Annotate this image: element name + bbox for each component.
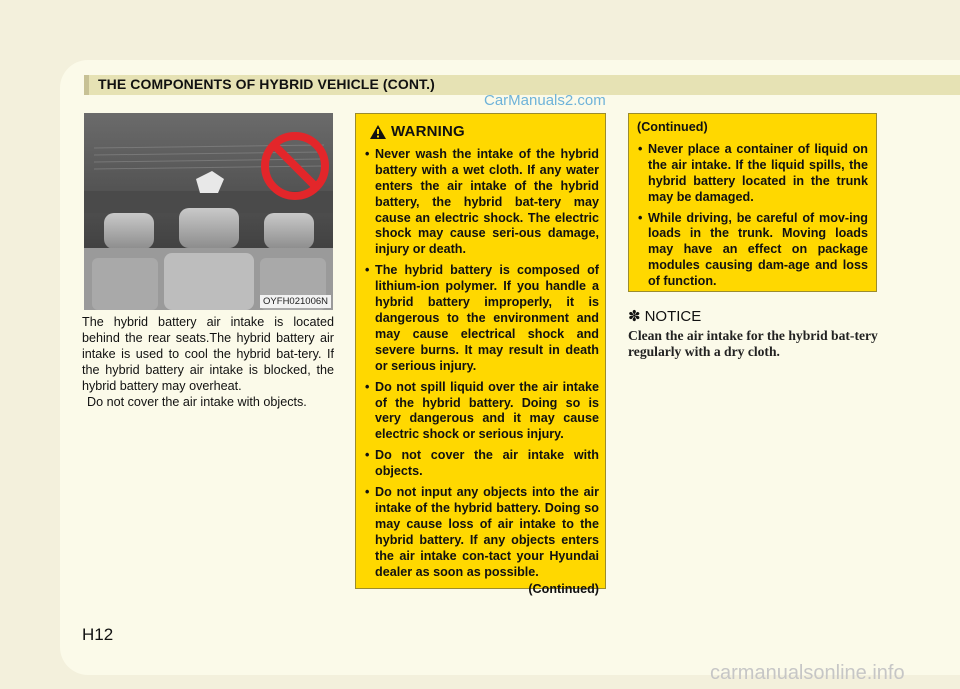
section-title: THE COMPONENTS OF HYBRID VEHICLE (CONT.) bbox=[98, 76, 435, 92]
continued-list bbox=[637, 142, 868, 290]
page-number: H12 bbox=[82, 625, 114, 644]
warning-continued: (Continued) bbox=[528, 582, 599, 597]
continued-item: • Never place a container of liquid on the air intake. If the liquid spills, the hybrid battery located in the trunk may be damaged. bbox=[637, 142, 868, 206]
notice-title: NOTICE bbox=[644, 307, 702, 325]
intro-text-main: The hybrid battery air intake is located behind the rear seats.The hybrid battery air intake is used to cool the hybrid bat-tery. If the hybrid battery air intake is blocked, the hybrid battery may overheat. bbox=[82, 315, 334, 393]
warning-item: • Never wash the intake of the hybrid battery with a wet cloth. If any water enters the air intake of the hybrid battery, the hybrid bat-tery may cause an electric shock. The electric shock may cause seri-ous damage, injury or death. bbox=[364, 147, 599, 258]
warning-list bbox=[364, 147, 599, 581]
continued-header: (Continued) bbox=[637, 120, 708, 134]
warning-item: • Do not input any objects into the air intake of the hybrid battery. Doing so may cause loss of air intake to the hybrid battery. If any objects enters the air intake con-tact your Hyundai dealer as soon as possible. bbox=[364, 485, 599, 580]
watermark-bottom[interactable]: carmanualsonline.info bbox=[710, 662, 905, 684]
warning-triangle-icon bbox=[370, 125, 386, 139]
warning-title: WARNING bbox=[391, 123, 465, 140]
notice-body: Clean the air intake for the hybrid bat-tery regularly with a dry cloth. bbox=[628, 328, 878, 359]
continued-warning-box bbox=[628, 113, 877, 292]
intro-text-instruction: Do not cover the air intake with objects. bbox=[87, 395, 307, 409]
warning-item: • Do not cover the air intake with objects. bbox=[364, 448, 599, 480]
watermark-top[interactable]: CarManuals2.com bbox=[484, 92, 606, 109]
warning-item: • Do not spill liquid over the air intake of the hybrid battery. Doing so is very dangerous and it may cause electric shock or serious injury. bbox=[364, 380, 599, 444]
photo-code: OYFH021006N bbox=[260, 295, 331, 308]
warning-header bbox=[370, 124, 599, 140]
intro-paragraph bbox=[82, 314, 334, 410]
prohibition-icon bbox=[260, 131, 330, 201]
header-accent bbox=[84, 75, 89, 95]
warning-item: • The hybrid battery is composed of lithium-ion polymer. If you handle a hybrid battery improperly, it is dangerous to the environment and may cause electrical shock and severe burns. It may result in death or serious injury. bbox=[364, 263, 599, 374]
notice-header bbox=[628, 307, 701, 325]
warning-box bbox=[355, 113, 606, 597]
notice-star-icon: ✽ bbox=[628, 308, 641, 325]
rear-seat-photo bbox=[84, 113, 333, 310]
continued-item: • While driving, be careful of mov-ing loads in the trunk. Moving loads may have an effect on package modules causing dam-age and loss of function. bbox=[637, 211, 868, 291]
